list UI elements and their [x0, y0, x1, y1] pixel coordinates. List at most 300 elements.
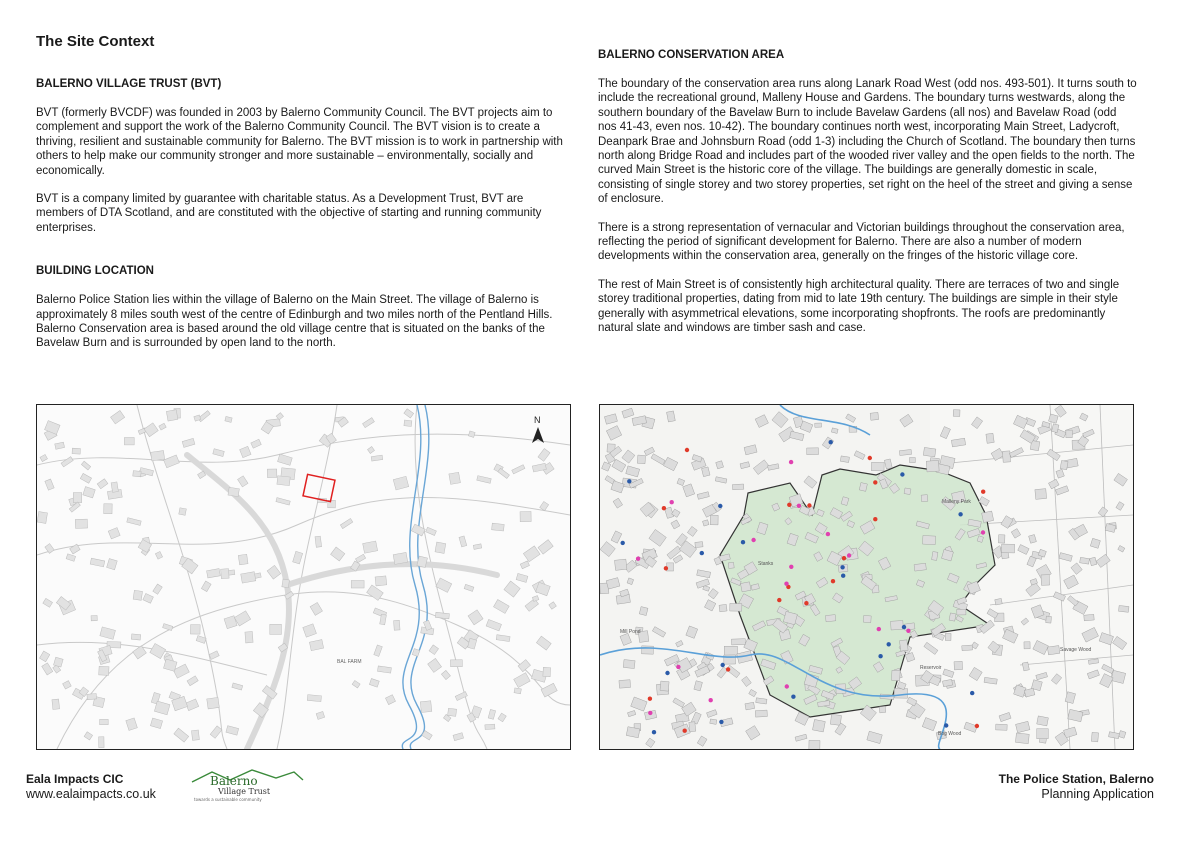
- building-footprint: [623, 660, 635, 669]
- building-footprint: [362, 418, 374, 428]
- location-paragraph: Balerno Police Station lies within the village of Balerno on the Main Street. The village of Balerno is approximately 8 miles south west of the centre of Edinburgh and two miles north of the Pentland Hills. Balerno Conservation area is based around the old village centre that is situated on the banks of the Bavelaw Burn and is surrounded by open land to the north.: [36, 294, 553, 350]
- building-footprint: [369, 679, 379, 688]
- building-footprint: [133, 471, 141, 477]
- building-footprint: [998, 535, 1005, 543]
- building-footprint: [520, 561, 529, 569]
- building-footprint: [518, 660, 530, 672]
- building-footprint: [238, 554, 248, 565]
- listed-building-marker: [906, 629, 910, 633]
- building-footprint: [830, 714, 841, 725]
- building-footprint: [909, 457, 915, 462]
- building-footprint: [807, 448, 819, 455]
- building-footprint: [90, 558, 105, 567]
- building-footprint: [1015, 733, 1029, 744]
- building-footprint: [496, 635, 510, 642]
- listed-building-marker: [789, 460, 793, 464]
- building-footprint: [111, 482, 118, 493]
- building-footprint: [611, 531, 622, 543]
- building-footprint: [949, 613, 956, 621]
- building-footprint: [676, 640, 684, 647]
- map-label-2: Savage Wood: [1060, 647, 1092, 653]
- listed-building-marker: [797, 504, 801, 508]
- building-footprint: [277, 476, 290, 486]
- building-footprint: [538, 449, 550, 462]
- building-footprint: [859, 483, 867, 492]
- building-footprint: [371, 455, 383, 461]
- building-footprint: [986, 433, 994, 443]
- footer-document-type: Planning Application: [1041, 787, 1154, 801]
- building-footprint: [1047, 646, 1059, 655]
- building-footprint: [84, 732, 93, 740]
- map-label-3: Bog Wood: [938, 731, 962, 737]
- building-footprint: [671, 520, 680, 529]
- building-footprint: [660, 681, 669, 691]
- road-label: BAL FARM: [337, 659, 362, 665]
- building-footprint: [43, 598, 53, 607]
- building-footprint: [340, 518, 352, 528]
- building-footprint: [477, 476, 492, 484]
- listed-building-marker: [709, 698, 713, 702]
- building-footprint: [450, 660, 462, 667]
- building-footprint: [619, 680, 631, 688]
- listed-building-marker: [878, 654, 882, 658]
- left-column: [36, 78, 568, 365]
- balerno-village-trust-logo: [190, 768, 305, 804]
- building-footprint: [749, 689, 757, 696]
- building-footprint: [926, 460, 939, 472]
- building-footprint: [493, 600, 509, 614]
- building-footprint: [72, 448, 80, 454]
- building-footprint: [40, 651, 50, 662]
- building-footprint: [488, 709, 495, 719]
- building-footprint: [428, 658, 442, 672]
- listed-building-marker: [700, 551, 704, 555]
- building-footprint: [627, 578, 634, 585]
- building-footprint: [40, 454, 48, 461]
- building-footprint: [663, 457, 677, 471]
- building-footprint: [884, 459, 892, 469]
- building-footprint: [108, 528, 120, 539]
- building-footprint: [899, 449, 911, 455]
- building-footprint: [241, 572, 256, 583]
- listed-building-marker: [683, 729, 687, 733]
- listed-building-marker: [652, 730, 656, 734]
- building-footprint: [485, 724, 495, 729]
- building-footprint: [795, 734, 807, 741]
- building-footprint: [697, 570, 711, 578]
- building-footprint: [464, 584, 474, 591]
- listed-building-marker: [787, 503, 791, 507]
- building-footprint: [404, 420, 412, 426]
- listed-building-marker: [726, 667, 730, 671]
- building-footprint: [201, 581, 211, 592]
- listed-building-marker: [670, 500, 674, 504]
- building-footprint: [953, 410, 960, 417]
- building-footprint: [622, 450, 635, 463]
- building-footprint: [374, 645, 383, 657]
- building-footprint: [97, 479, 108, 489]
- building-footprint: [151, 451, 165, 461]
- building-footprint: [315, 536, 322, 547]
- building-footprint: [695, 542, 703, 548]
- building-footprint: [639, 607, 648, 616]
- listed-building-marker: [981, 530, 985, 534]
- building-footprint: [87, 694, 97, 700]
- building-footprint: [486, 619, 501, 630]
- building-footprint: [159, 423, 166, 430]
- building-footprint: [879, 706, 886, 713]
- building-footprint: [716, 461, 724, 469]
- building-footprint: [945, 633, 951, 640]
- building-footprint: [45, 479, 54, 490]
- building-footprint: [870, 412, 878, 420]
- listed-building-marker: [676, 665, 680, 669]
- building-footprint: [962, 645, 973, 651]
- building-footprint: [182, 438, 195, 447]
- building-footprint: [620, 633, 632, 645]
- building-footprint: [174, 728, 189, 742]
- building-footprint: [1001, 544, 1014, 553]
- building-footprint: [697, 492, 709, 500]
- right-column: [598, 49, 1138, 350]
- building-footprint: [498, 468, 510, 478]
- building-footprint: [717, 667, 728, 678]
- building-footprint: [512, 465, 525, 474]
- building-footprint: [538, 540, 553, 554]
- building-footprint: [187, 676, 198, 686]
- building-footprint: [420, 701, 432, 713]
- building-footprint: [435, 542, 446, 553]
- listed-building-marker: [826, 532, 830, 536]
- building-footprint: [812, 719, 825, 732]
- building-footprint: [267, 565, 281, 579]
- building-footprint: [498, 713, 506, 722]
- building-footprint: [459, 536, 467, 547]
- building-footprint: [825, 615, 835, 622]
- building-footprint: [316, 711, 325, 719]
- building-footprint: [226, 726, 239, 736]
- building-footprint: [37, 512, 47, 524]
- building-footprint: [744, 445, 757, 455]
- building-footprint: [207, 697, 220, 709]
- building-footprint: [641, 646, 653, 654]
- building-footprint: [1066, 430, 1072, 438]
- building-footprint: [393, 552, 408, 564]
- building-footprint: [163, 659, 176, 671]
- building-footprint: [185, 699, 198, 711]
- building-footprint: [80, 473, 91, 483]
- listed-building-marker: [902, 625, 906, 629]
- logo-mark: [190, 768, 305, 804]
- building-footprint: [124, 438, 134, 445]
- building-footprint: [804, 476, 817, 489]
- building-footprint: [740, 582, 751, 592]
- listed-building-marker: [958, 512, 962, 516]
- listed-building-marker: [829, 440, 833, 444]
- listed-building-marker: [648, 711, 652, 715]
- conservation-paragraph-3: The rest of Main Street is of consistently high architectural quality. There are terraces of two and single storey traditional properties, dating from mid to late 19th century. The buildings are simple in their style generally with asymmetrical elevations, some incorporating shopfronts. The roofs are predominantly natural slate and windows are timber sash and case.: [598, 278, 1120, 335]
- listed-building-marker: [662, 506, 666, 510]
- bvt-paragraph-2: BVT is a company limited by guarantee with charitable status. As a Development Trust, BVT are members of DTA Scotland, and are constituted with the objective of starting and running community enterprises.: [36, 193, 542, 234]
- building-footprint: [307, 695, 321, 702]
- building-footprint: [742, 676, 752, 686]
- building-footprint: [701, 467, 710, 477]
- building-footprint: [708, 589, 718, 599]
- building-footprint: [355, 554, 365, 563]
- listed-building-marker: [804, 601, 808, 605]
- building-footprint: [745, 702, 755, 710]
- listed-building-marker: [664, 566, 668, 570]
- building-footprint: [905, 652, 915, 662]
- building-footprint: [154, 701, 170, 715]
- building-footprint: [375, 576, 387, 586]
- footer-website-link[interactable]: www.ealaimpacts.co.uk: [26, 787, 156, 801]
- building-footprint: [468, 610, 483, 625]
- building-footprint: [689, 722, 696, 732]
- building-footprint: [652, 627, 665, 638]
- building-footprint: [240, 446, 251, 457]
- listed-building-marker: [621, 541, 625, 545]
- building-footprint: [83, 487, 95, 498]
- building-footprint: [673, 698, 685, 707]
- building-footprint: [163, 624, 173, 631]
- building-footprint: [831, 428, 838, 434]
- building-footprint: [923, 447, 936, 456]
- building-footprint: [1035, 489, 1047, 500]
- building-footprint: [719, 604, 727, 611]
- listed-building-marker: [665, 671, 669, 675]
- building-footprint: [363, 541, 378, 553]
- building-footprint: [677, 478, 685, 485]
- building-footprint: [740, 462, 750, 469]
- listed-building-marker: [900, 472, 904, 476]
- building-footprint: [1037, 716, 1049, 726]
- building-footprint: [393, 476, 409, 490]
- building-footprint: [55, 442, 65, 449]
- building-footprint: [441, 670, 450, 679]
- bvt-paragraph-1: BVT (formerly BVCDF) was founded in 2003 by Balerno Community Council. The BVT projects aim to complement and support the work of the Balerno Community Council. The BVT vision is to create a thriving, resilient and sustainable community for Balerno. The BVT mission is to work in partnership with others to help make our community stronger and more sustainable – environmentally, socially and economically.: [36, 107, 563, 177]
- map-label-1: Reservoir: [920, 665, 942, 671]
- building-footprint: [536, 636, 551, 650]
- building-footprint: [293, 551, 303, 564]
- listed-building-marker: [970, 691, 974, 695]
- building-footprint: [697, 736, 707, 746]
- building-footprint: [715, 477, 727, 483]
- building-footprint: [686, 626, 698, 638]
- building-footprint: [448, 708, 457, 716]
- listed-building-marker: [807, 503, 811, 507]
- building-footprint: [863, 615, 871, 622]
- building-footprint: [99, 666, 109, 675]
- building-footprint: [144, 423, 158, 437]
- building-footprint: [61, 457, 73, 467]
- listed-building-marker: [975, 724, 979, 728]
- building-footprint: [164, 455, 180, 468]
- building-footprint: [412, 649, 420, 657]
- building-footprint: [541, 683, 557, 697]
- logo-tagline: towards a sustainable community: [194, 797, 262, 802]
- building-footprint: [982, 511, 994, 523]
- building-footprint: [755, 710, 767, 717]
- building-footprint: [900, 414, 913, 427]
- building-footprint: [753, 460, 769, 475]
- building-footprint: [238, 476, 248, 487]
- building-footprint: [436, 578, 452, 592]
- building-footprint: [600, 542, 615, 557]
- building-footprint: [622, 408, 634, 418]
- building-footprint: [954, 661, 963, 670]
- building-footprint: [891, 620, 904, 630]
- building-footprint: [426, 527, 437, 535]
- building-footprint: [468, 431, 475, 437]
- building-footprint: [922, 535, 935, 544]
- building-footprint: [73, 493, 81, 503]
- building-footprint: [126, 718, 138, 731]
- building-footprint: [996, 724, 1008, 730]
- listed-building-marker: [842, 556, 846, 560]
- building-footprint: [404, 409, 414, 418]
- building-footprint: [728, 562, 734, 568]
- building-footprint: [213, 449, 225, 457]
- building-footprint: [815, 423, 822, 427]
- listed-building-marker: [841, 574, 845, 578]
- building-footprint: [1024, 642, 1030, 649]
- listed-building-marker: [721, 663, 725, 667]
- building-footprint: [150, 718, 162, 729]
- building-footprint: [221, 569, 229, 579]
- listed-building-marker: [944, 723, 948, 727]
- building-footprint: [150, 643, 166, 658]
- building-footprint: [429, 645, 439, 655]
- building-footprint: [251, 439, 262, 448]
- building-footprint: [100, 627, 116, 639]
- building-footprint: [631, 697, 647, 711]
- listed-building-marker: [777, 598, 781, 602]
- building-footprint: [627, 710, 635, 716]
- building-footprint: [615, 559, 627, 570]
- building-footprint: [473, 544, 481, 550]
- listed-building-marker: [873, 517, 877, 521]
- building-footprint: [772, 412, 788, 428]
- footer-project-title: The Police Station, Balerno: [998, 772, 1154, 786]
- building-footprint: [683, 484, 695, 497]
- building-footprint: [914, 563, 926, 571]
- building-footprint: [732, 484, 743, 490]
- building-footprint: [75, 519, 87, 528]
- building-footprint: [63, 681, 72, 689]
- listed-building-marker: [627, 479, 631, 483]
- building-footprint: [724, 646, 737, 656]
- building-footprint: [107, 559, 118, 570]
- building-footprint: [270, 624, 282, 634]
- listed-building-marker: [741, 540, 745, 544]
- building-footprint: [303, 624, 317, 637]
- listed-building-marker: [877, 627, 881, 631]
- building-footprint: [52, 699, 60, 709]
- listed-building-marker: [718, 504, 722, 508]
- building-footprint: [435, 612, 449, 618]
- building-footprint: [127, 518, 141, 526]
- building-footprint: [904, 488, 911, 495]
- location-heading: BUILDING LOCATION: [36, 265, 154, 278]
- building-footprint: [267, 469, 277, 478]
- building-footprint: [1046, 616, 1052, 623]
- building-footprint: [756, 698, 767, 704]
- building-footprint: [1002, 451, 1010, 462]
- building-footprint: [894, 688, 908, 698]
- listed-building-marker: [873, 480, 877, 484]
- building-footprint: [1060, 460, 1068, 469]
- building-footprint: [932, 552, 938, 561]
- building-footprint: [91, 615, 97, 620]
- listed-building-marker: [887, 642, 891, 646]
- building-footprint: [192, 730, 200, 740]
- building-footprint: [891, 670, 900, 680]
- building-footprint: [309, 640, 323, 651]
- building-footprint: [612, 459, 626, 472]
- building-footprint: [282, 579, 290, 588]
- building-footprint: [730, 603, 742, 611]
- building-footprint: [606, 578, 620, 589]
- building-footprint: [626, 466, 640, 477]
- building-footprint: [540, 501, 549, 510]
- building-footprint: [871, 462, 884, 471]
- building-footprint: [394, 620, 400, 630]
- building-footprint: [687, 526, 697, 536]
- building-footprint: [133, 590, 142, 600]
- building-footprint: [367, 447, 374, 454]
- building-footprint: [66, 554, 76, 562]
- building-footprint: [646, 738, 655, 748]
- building-footprint: [1084, 614, 1094, 620]
- building-footprint: [710, 515, 718, 525]
- building-footprint: [1091, 732, 1098, 742]
- building-footprint: [225, 416, 232, 422]
- building-footprint: [310, 602, 322, 615]
- building-footprint: [131, 634, 141, 640]
- building-footprint: [790, 431, 804, 441]
- bvt-heading: BALERNO VILLAGE TRUST (BVT): [36, 78, 222, 90]
- building-footprint: [532, 596, 539, 602]
- building-footprint: [921, 495, 928, 502]
- building-footprint: [694, 681, 703, 691]
- listed-building-marker: [868, 456, 872, 460]
- building-footprint: [166, 410, 178, 421]
- site-location-map: [36, 404, 571, 750]
- building-footprint: [190, 625, 200, 635]
- building-footprint: [692, 454, 702, 462]
- conservation-heading: BALERNO CONSERVATION AREA: [598, 49, 785, 61]
- footer-organisation: Eala Impacts CIC: [26, 772, 124, 786]
- building-footprint: [153, 584, 162, 594]
- conservation-area-map-drawing: [600, 405, 1133, 749]
- building-footprint: [179, 508, 187, 516]
- listed-building-marker: [751, 538, 755, 542]
- building-footprint: [352, 680, 360, 688]
- building-footprint: [867, 731, 882, 743]
- building-footprint: [81, 461, 90, 470]
- building-footprint: [1037, 729, 1048, 739]
- listed-building-marker: [847, 553, 851, 557]
- building-footprint: [710, 719, 717, 724]
- building-footprint: [99, 737, 104, 748]
- page-title: The Site Context: [36, 33, 155, 50]
- listed-building-marker: [648, 697, 652, 701]
- building-footprint: [746, 726, 760, 740]
- building-footprint: [731, 639, 745, 645]
- listed-building-marker: [981, 490, 985, 494]
- building-footprint: [957, 609, 966, 615]
